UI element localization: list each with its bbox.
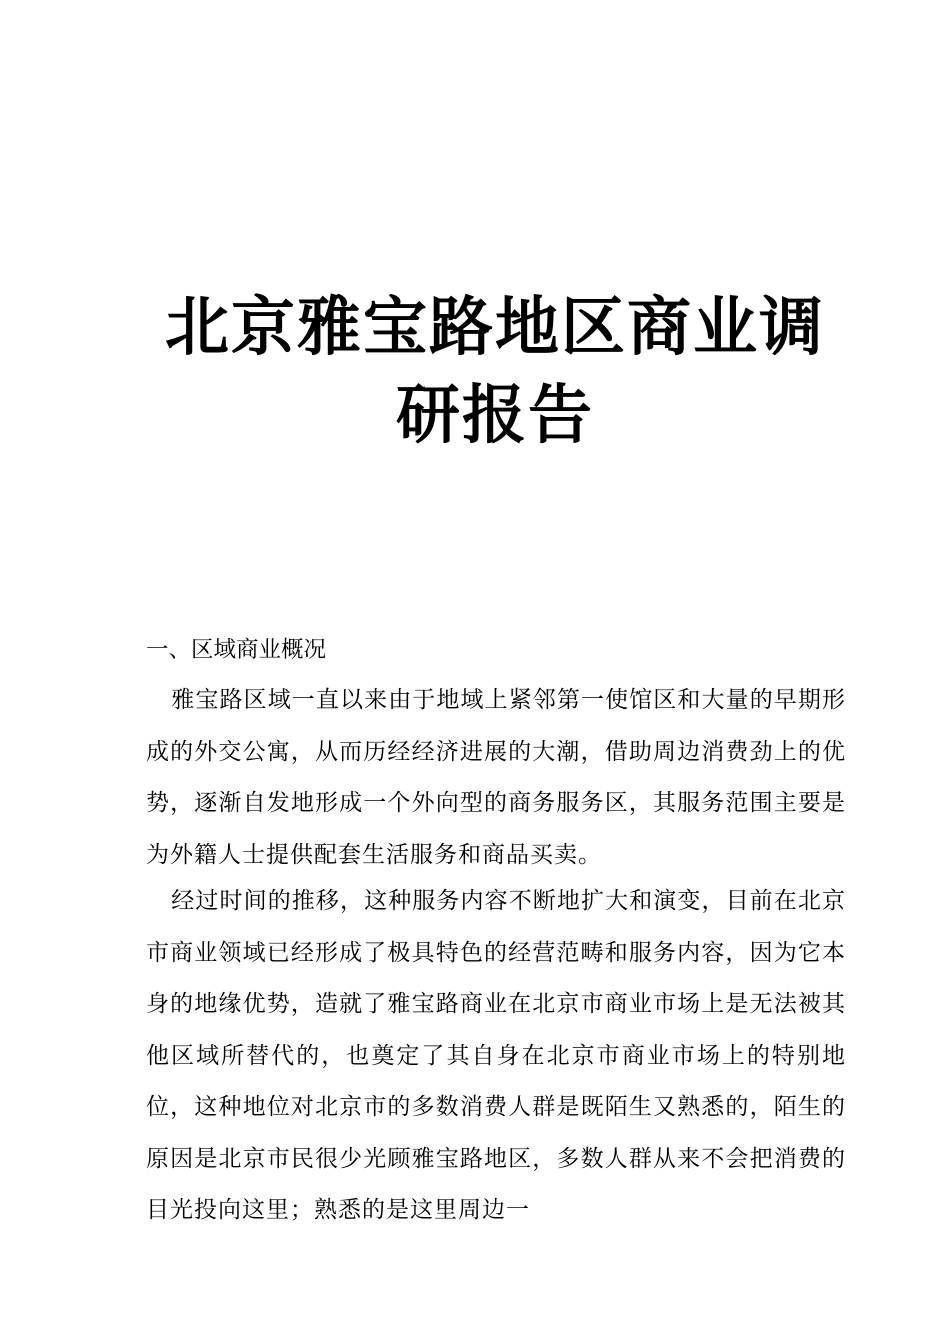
title-line-1: 北京雅宝路地区商业调 <box>165 290 825 365</box>
title-line-2: 研报告 <box>396 378 594 453</box>
section-heading: 一、区域商业概况 <box>146 637 327 663</box>
document-title <box>145 288 845 456</box>
body-paragraph-2: 经过时间的推移，这种服务内容不断地扩大和演变，目前在北京市商业领域已经形成了极具特色的经营范畴和服务内容，因为它本身的地缘优势，造就了雅宝路商业在北京市商业市场上是无法被其他区域所替代的，也奠定了其自身在北京市商业市场上的特别地位，这种地位对北京市的多数消费人群是既陌生又熟悉的，陌生的原因是北京市民很少光顾雅宝路地区，多数人群从来不会把消费的目光投向这里；熟悉的是这里周边一 <box>146 888 846 1223</box>
body-paragraph-1: 雅宝路区域一直以来由于地域上紧邻第一使馆区和大量的早期形成的外交公寓，从而历经经济进展的大潮，借助周边消费劲上的优势，逐渐自发地形成一个外向型的商务服务区，其服务范围主要是为外籍人士提供配套生活服务和商品买卖。 <box>146 687 846 868</box>
